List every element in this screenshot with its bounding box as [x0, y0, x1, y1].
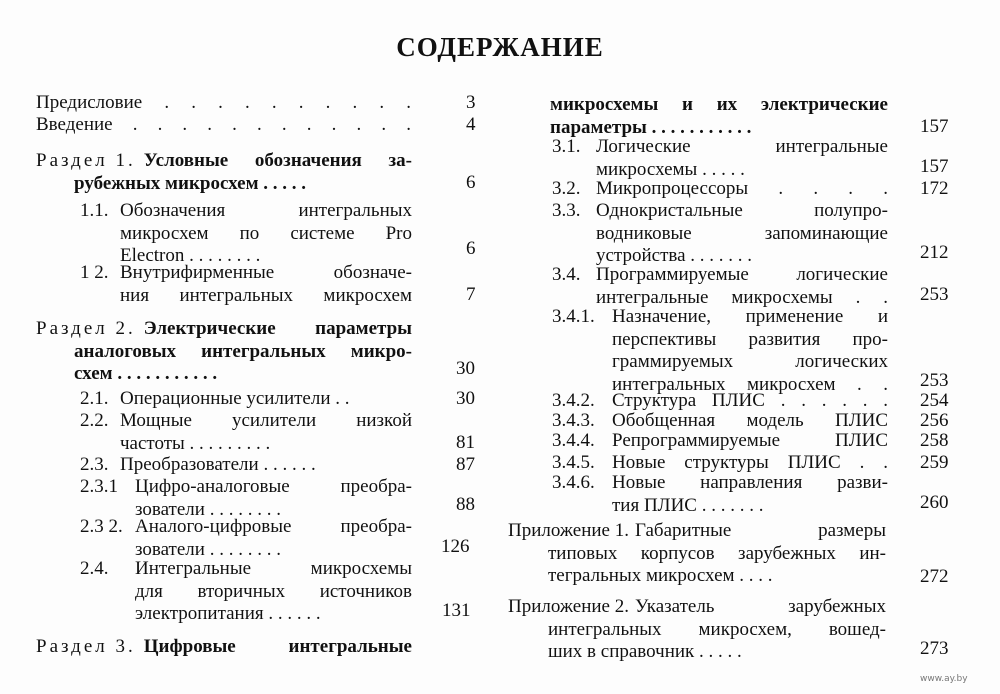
- toc-page-number: 259: [920, 452, 949, 473]
- toc-entry-1-2: [80, 262, 412, 307]
- toc-entry-line: Преобразователи . . . . . .: [120, 454, 316, 475]
- toc-entry-number: 2.4.: [80, 558, 109, 579]
- section-prefix: Раздел 1.: [36, 150, 136, 171]
- toc-appendix-2: [508, 596, 886, 664]
- toc-entry-line: Программируемые логические: [596, 264, 888, 285]
- section-title-line: Электрические параметры: [143, 318, 412, 339]
- toc-entry-number: 3.4.6.: [552, 472, 595, 493]
- toc-entry-number: 3.4.2.: [552, 390, 595, 411]
- toc-entry-number: 3.4.: [552, 264, 581, 285]
- toc-entry-line: Внутрифирменные обозначе-: [120, 262, 412, 283]
- toc-entry-line: Интегральные микросхемы: [135, 558, 412, 579]
- toc-page-number: 131: [442, 600, 471, 621]
- toc-entry-line: Репрограммируемые ПЛИС: [612, 430, 888, 451]
- toc-entry-line: перспективы развития про-: [612, 328, 888, 350]
- toc-entry-3-4: [552, 264, 888, 309]
- toc-page-number: 30: [456, 388, 475, 409]
- toc-entry-line: частоты . . . . . . . . .: [120, 432, 271, 454]
- toc-entry-line: Указатель зарубежных: [634, 596, 886, 617]
- toc-entry-3-4-1: [552, 306, 888, 396]
- toc-entry-line: тегральных микросхем . . . .: [548, 565, 773, 586]
- toc-entry-line: микросхемы . . . . .: [596, 158, 745, 180]
- toc-entry-number: 3.3.: [552, 200, 581, 221]
- toc-entry-line: устройства . . . . . . .: [596, 245, 753, 266]
- toc-entry-number: 2.2.: [80, 410, 109, 431]
- section-prefix: Раздел 3.: [36, 636, 136, 657]
- toc-entry-line: Мощные усилители низкой: [120, 410, 412, 431]
- toc-entry-text: Предисловие . . . . . . . . . .: [36, 92, 411, 113]
- toc-page-number: 3: [466, 92, 476, 113]
- toc-entry-line: Обобщенная модель ПЛИС: [612, 410, 888, 431]
- toc-entry-3-4-4: [552, 430, 888, 453]
- toc-entry-line: Структура ПЛИС . . . . . .: [612, 390, 888, 411]
- section-title-line: схем . . . . . . . . . . .: [74, 363, 218, 384]
- toc-entry-line: Обозначения интегральных: [120, 200, 412, 221]
- toc-page-number: 6: [466, 238, 476, 259]
- toc-page-number: 81: [456, 432, 475, 453]
- appendix-prefix: Приложение 1.: [508, 520, 629, 541]
- toc-page-number: 253: [920, 370, 949, 391]
- page-title: СОДЕРЖАНИЕ: [396, 32, 604, 62]
- toc-entry-number: 3.2.: [552, 178, 581, 199]
- toc-entry-number: 2.3.1: [80, 476, 118, 497]
- toc-section-3: [36, 636, 412, 659]
- section-title-line: микросхемы и их электрические: [550, 94, 888, 115]
- appendix-prefix: Приложение 2.: [508, 596, 629, 617]
- toc-entry-line: интегральных микросхем . .: [612, 373, 888, 395]
- toc-entry-2-1: [80, 388, 380, 411]
- section-title-line: Условные обозначения за-: [143, 150, 412, 171]
- toc-page-number: 87: [456, 454, 475, 475]
- toc-page-number: 260: [920, 492, 949, 513]
- toc-entry-1-1: [80, 200, 412, 268]
- toc-entry-number: 3.4.4.: [552, 430, 595, 451]
- toc-page-number: 273: [920, 638, 949, 659]
- toc-entry-line: Electron . . . . . . . .: [120, 245, 261, 266]
- toc-entry-number: 3.1.: [552, 136, 581, 157]
- toc-entry-line: Назначение, применение и: [612, 306, 888, 327]
- toc-page-number: 258: [920, 430, 949, 451]
- toc-entry-line: зователи . . . . . . . .: [135, 498, 281, 520]
- toc-entry-line: для вторичных источников: [135, 580, 412, 602]
- toc-entry-number: 2.3 2.: [80, 516, 123, 537]
- toc-entry-number: 2.3.: [80, 454, 109, 475]
- toc-entry-line: Операционные усилители . .: [120, 388, 350, 409]
- section-title-line: рубежных микросхем . . . . .: [74, 172, 307, 194]
- toc-entry-2-3: [80, 454, 380, 477]
- toc-entry-text: Введение . . . . . . . . . . . .: [36, 114, 411, 135]
- section-prefix: Раздел 2.: [36, 318, 136, 339]
- toc-entry-number: 1.1.: [80, 200, 109, 221]
- toc-entry-line: Однокристальные полупро-: [596, 200, 888, 221]
- toc-entry-line: Аналого-цифровые преобра-: [135, 516, 412, 537]
- toc-entry-number: 3.4.1.: [552, 306, 595, 327]
- toc-section-1: [36, 150, 412, 195]
- toc-entry-line: Микропроцессоры . . . .: [596, 178, 888, 199]
- toc-page-number: 7: [466, 284, 476, 305]
- toc-entry-line: интегральных микросхем, вошед-: [548, 618, 886, 640]
- toc-entry-line: тия ПЛИС . . . . . . .: [612, 494, 764, 516]
- toc-entry-line: зователи . . . . . . . .: [135, 538, 281, 560]
- toc-page-number: 88: [456, 494, 475, 515]
- toc-page-number: 6: [466, 172, 476, 193]
- toc-page-number: 253: [920, 284, 949, 305]
- toc-page-number: 254: [920, 390, 949, 411]
- toc-entry-line: интегральные микросхемы . .: [596, 286, 888, 308]
- toc-page-number: 172: [920, 178, 949, 199]
- toc-entry-line: микросхем по системе Pro: [120, 222, 412, 244]
- toc-entry-line: Новые направления разви-: [612, 472, 888, 493]
- toc-entry-number: 2.1.: [80, 388, 109, 409]
- toc-entry-line: Логические интегральные: [596, 136, 888, 157]
- toc-entry-line: ния интегральных микросхем: [120, 284, 412, 306]
- toc-entry-preface: [36, 92, 411, 115]
- toc-entry-2-3-2: [80, 516, 412, 561]
- toc-page-number: 272: [920, 566, 949, 587]
- watermark: www.ay.by: [920, 674, 968, 684]
- toc-entry-line: водниковые запоминающие: [596, 222, 888, 244]
- section-title-line: аналоговых интегральных микро-: [74, 340, 412, 362]
- toc-entry-line: Габаритные размеры: [634, 520, 886, 541]
- toc-entry-3-4-6: [552, 472, 888, 517]
- toc-entry-number: 3.4.5.: [552, 452, 595, 473]
- toc-page-number: 157: [920, 116, 949, 137]
- toc-entry-2-3-1: [80, 476, 412, 521]
- toc-entry-line: Цифро-аналоговые преобра-: [135, 476, 412, 497]
- toc-entry-number: 1 2.: [80, 262, 109, 283]
- toc-entry-number: 3.4.3.: [552, 410, 595, 431]
- toc-entry-line: типовых корпусов зарубежных ин-: [548, 542, 886, 564]
- toc-page-number: 126: [441, 536, 470, 557]
- toc-entry-2-2: [80, 410, 412, 455]
- section-title-line: параметры . . . . . . . . . . .: [550, 116, 752, 138]
- toc-page-number: 30: [456, 358, 475, 379]
- toc-entry-line: ших в справочник . . . . .: [548, 641, 742, 662]
- toc-page-number: 256: [920, 410, 949, 431]
- toc-section-2: [36, 318, 412, 386]
- toc-entry-introduction: [36, 114, 411, 137]
- section-title-line: Цифровые интегральные: [143, 636, 412, 657]
- toc-page-number: 4: [466, 114, 476, 135]
- toc-entry-3-3: [552, 200, 888, 268]
- toc-entry-3-1: [552, 136, 888, 181]
- toc-appendix-1: [508, 520, 886, 588]
- toc-entry-2-4: [80, 558, 412, 626]
- toc-entry-line: граммируемых логических: [612, 351, 888, 372]
- toc-section-3-continued: [550, 94, 888, 139]
- toc-entry-3-2: [552, 178, 888, 201]
- toc-entry-line: электропитания . . . . . .: [135, 603, 321, 624]
- toc-entry-line: Новые структуры ПЛИС . .: [612, 452, 888, 473]
- toc-page-number: 157: [920, 156, 949, 177]
- toc-page-number: 212: [920, 242, 949, 263]
